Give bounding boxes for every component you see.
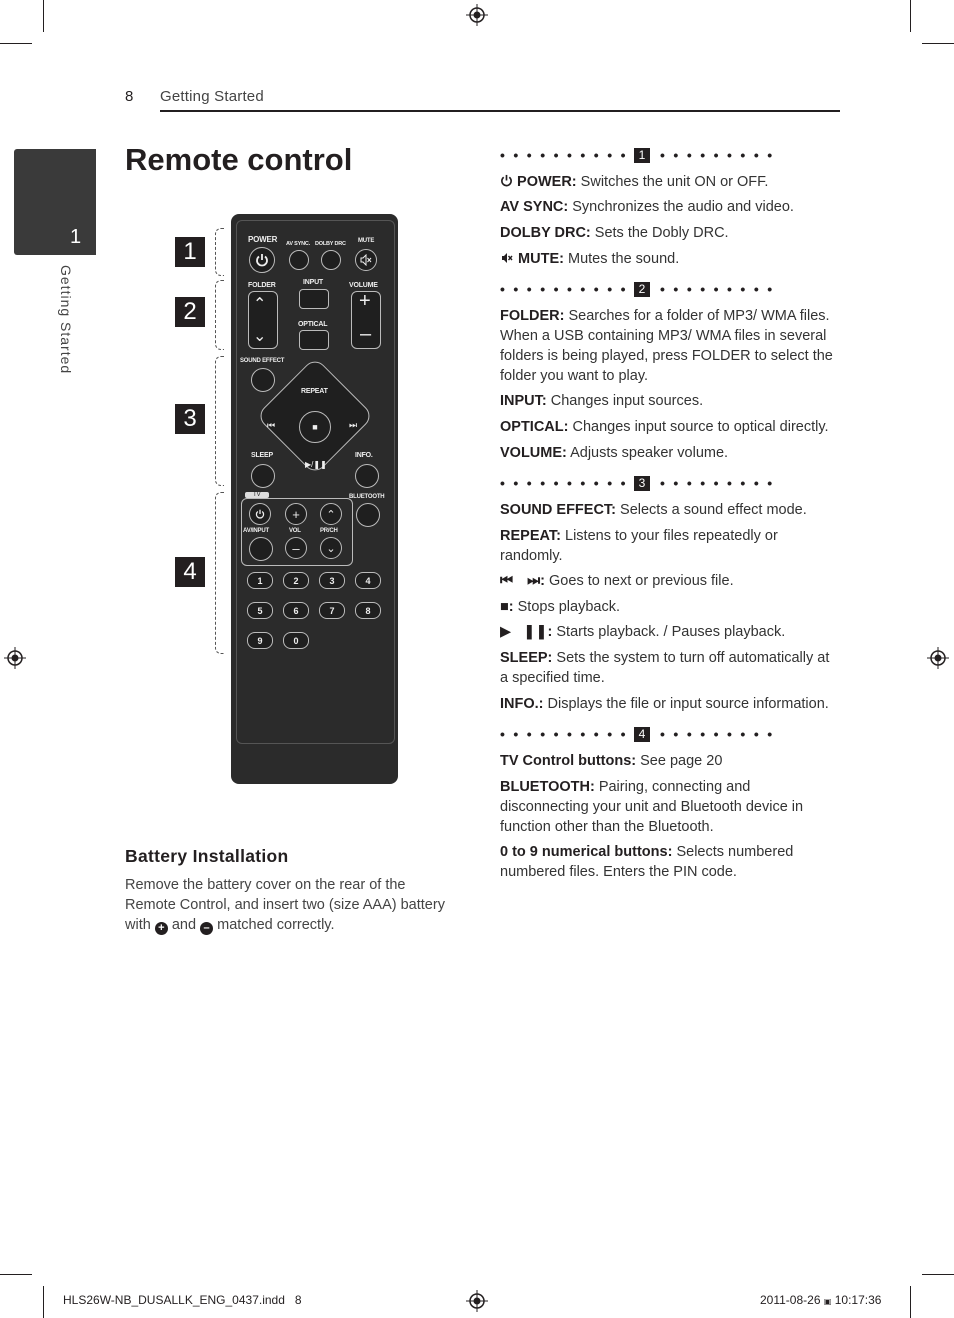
battery-text — [125, 875, 460, 935]
section-number: 4 — [634, 727, 650, 742]
section-header: Getting Started — [160, 88, 264, 105]
battery-text-before: Remove the battery cover on the rear of the Remote Control, and insert two (size AAA) battery with — [125, 877, 445, 933]
desc: Mutes the sound. — [567, 251, 680, 267]
folder-up-icon: ⌃ — [253, 296, 267, 313]
power-icon — [500, 174, 513, 187]
callout-bracket — [215, 280, 224, 350]
crop-mark — [922, 43, 954, 44]
folder-down-icon: ⌄ — [253, 328, 267, 345]
term: 0 to 9 numerical buttons: — [500, 844, 673, 860]
callout-3: 3 — [175, 404, 205, 434]
optical-button[interactable] — [299, 330, 329, 350]
callout-bracket — [215, 356, 224, 486]
remote-control — [231, 214, 398, 784]
term: BLUETOOTH: — [500, 779, 595, 795]
desc: Synchronizes the audio and video. — [572, 199, 794, 215]
desc-input — [500, 391, 840, 411]
registration-mark-icon — [466, 4, 488, 26]
desc-sound-effect — [500, 500, 840, 520]
tv-av-input-button[interactable] — [249, 537, 273, 561]
desc-info — [500, 694, 840, 714]
plus-icon: + — [155, 922, 168, 935]
input-button[interactable] — [299, 289, 329, 309]
footer-time: 10:17:36 — [834, 1293, 882, 1307]
sound-effect-button[interactable] — [251, 368, 275, 392]
section-divider-1: •••••••••• 1 ••••••••• — [500, 147, 781, 163]
desc-play-pause: ▶ ❚❚: Starts playback. / Pauses playback. — [500, 624, 786, 640]
term: INPUT: — [500, 393, 547, 409]
volume-plus-icon: + — [359, 290, 371, 312]
desc-optical — [500, 417, 840, 437]
crop-mark — [0, 1274, 32, 1275]
page-title: Remote control — [125, 142, 353, 177]
sleep-label: SLEEP — [251, 452, 273, 459]
footer-timestamp — [760, 1293, 881, 1307]
term: INFO.: — [500, 696, 544, 712]
crop-mark — [43, 1286, 44, 1318]
section-divider-3: •••••••••• 3 ••••••••• — [500, 475, 781, 491]
desc-dolby-drc — [500, 223, 840, 243]
desc-stop — [500, 597, 840, 617]
folder-label: FOLDER — [248, 282, 276, 289]
chapter-tab-label: Getting Started — [58, 265, 74, 375]
callout-1: 1 — [175, 237, 205, 267]
desc-tv-control — [500, 751, 840, 771]
vol-label: VOL — [289, 528, 301, 534]
volume-label: VOLUME — [349, 282, 378, 289]
desc: Adjusts speaker volume. — [570, 445, 729, 461]
term: : — [508, 599, 514, 615]
number-key[interactable]: 2 — [283, 572, 309, 589]
repeat-label: REPEAT — [301, 388, 328, 395]
footer-filename: HLS26W-NB_DUSALLK_ENG_0437.indd 8 — [63, 1293, 302, 1307]
av-sync-button[interactable] — [289, 250, 309, 270]
desc: Goes to next or previous file. — [549, 573, 734, 589]
section-divider-4: •••••••••• 4 ••••••••• — [500, 726, 781, 742]
desc-av-sync — [500, 197, 840, 217]
crop-mark — [0, 43, 32, 44]
power-button[interactable] — [249, 247, 275, 273]
mute-icon — [500, 252, 514, 264]
callout-2: 2 — [175, 297, 205, 327]
desc: Sets the system to turn off automatically at a specified time. — [500, 650, 830, 686]
term: SOUND EFFECT: — [500, 502, 616, 518]
term: SLEEP: — [500, 650, 553, 666]
bluetooth-label: BLUETOOTH — [349, 494, 385, 500]
term: AV SYNC: — [500, 199, 569, 215]
tv-vol-down-button[interactable]: – — [285, 537, 307, 559]
callout-bracket — [215, 228, 224, 276]
play-icon: ▶ — [500, 624, 512, 640]
term: REPEAT: — [500, 528, 561, 544]
chapter-tab-number: 1 — [70, 226, 82, 248]
desc-numeric — [500, 842, 840, 882]
section-number: 1 — [634, 148, 650, 163]
desc: Switches the unit ON or OFF. — [580, 174, 769, 190]
power-icon — [255, 509, 265, 519]
number-key[interactable]: 1 — [247, 572, 273, 589]
tv-vol-up-button[interactable]: + — [285, 503, 307, 525]
desc-volume — [500, 443, 840, 463]
desc-mute — [500, 249, 840, 269]
callout-4: 4 — [175, 557, 205, 587]
battery-text-after: matched correctly. — [217, 917, 335, 933]
header-rule — [160, 110, 840, 112]
desc-sleep — [500, 648, 840, 688]
pause-icon: ❚❚ — [523, 624, 548, 640]
skip-previous-icon: ⏮ — [500, 573, 514, 589]
crop-mark — [922, 1274, 954, 1275]
desc-power — [500, 172, 840, 192]
info-label: INFO. — [355, 452, 373, 459]
desc: See page 20 — [640, 753, 723, 769]
mute-label: MUTE — [358, 238, 375, 244]
tv-label: TV — [245, 492, 269, 498]
desc: Changes input source to optical directly. — [572, 419, 829, 435]
registration-mark-icon — [927, 647, 949, 669]
term: VOLUME: — [500, 445, 567, 461]
crop-mark — [910, 1286, 911, 1318]
term: OPTICAL: — [500, 419, 569, 435]
footer-date: 2011-08-26 — [760, 1293, 821, 1307]
desc: Displays the file or input source information. — [547, 696, 829, 712]
number-key[interactable]: 0 — [283, 632, 309, 649]
sound-effect-label: SOUND EFFECT — [240, 358, 285, 364]
crop-mark — [910, 0, 911, 32]
pr-ch-label: PR/CH — [320, 528, 338, 534]
callout-bracket — [215, 492, 224, 654]
desc: Stops playback. — [517, 599, 621, 615]
desc-repeat — [500, 526, 840, 566]
term: POWER: — [517, 174, 577, 190]
tv-ch-down-button[interactable]: ⌄ — [320, 537, 342, 559]
power-label: POWER — [248, 235, 278, 244]
crop-mark — [43, 0, 44, 32]
page-number: 8 — [125, 88, 134, 105]
volume-minus-icon: – — [360, 323, 372, 345]
desc: Selects a sound effect mode. — [620, 502, 807, 518]
next-icon[interactable]: ⏭ — [349, 420, 358, 430]
power-icon — [255, 253, 269, 267]
section-number: 3 — [634, 476, 650, 491]
play-pause-icon[interactable]: ▶/❚❚ — [305, 460, 327, 469]
input-label: INPUT — [303, 279, 324, 286]
av-sync-label: AV SYNC. — [286, 241, 310, 247]
section-divider-2: •••••••••• 2 ••••••••• — [500, 281, 781, 297]
registration-mark-icon — [4, 647, 26, 669]
mute-icon — [360, 254, 372, 266]
av-input-label: AV/INPUT — [243, 528, 269, 534]
desc: Sets the Dobly DRC. — [594, 225, 729, 241]
chapter-tab — [14, 149, 96, 255]
number-key[interactable]: 7 — [319, 602, 345, 619]
dolby-drc-label: DOLBY DRC — [315, 241, 346, 247]
battery-heading: Battery Installation — [125, 846, 289, 866]
skip-next-icon: ⏭ — [527, 573, 541, 589]
desc: Pairing, connecting and disconnecting your unit and Bluetooth device in function other than the Bluetooth. — [500, 779, 804, 835]
term: MUTE: — [518, 251, 564, 267]
previous-icon[interactable]: ⏮ — [267, 420, 276, 430]
term: FOLDER: — [500, 308, 565, 324]
term: TV Control buttons: — [500, 753, 637, 769]
desc: Selects numbered numbered files. Enters the PIN code. — [500, 844, 794, 880]
desc-folder — [500, 306, 840, 386]
number-key[interactable]: 6 — [283, 602, 309, 619]
registration-mark-icon — [466, 1290, 488, 1312]
tv-power-button[interactable] — [249, 503, 271, 525]
term: DOLBY DRC: — [500, 225, 591, 241]
calendar-icon: ▣ — [823, 1297, 832, 1306]
battery-text-and: and — [171, 917, 197, 933]
desc: Searches for a folder of MP3/ WMA files. When a USB containing MP3/ WMA files in several folders is being played, press FOLDER to select the folder you want to play. — [500, 308, 833, 384]
number-key[interactable]: 8 — [355, 602, 381, 619]
info-button[interactable] — [355, 464, 379, 488]
desc-bluetooth — [500, 777, 840, 837]
number-key[interactable]: 3 — [319, 572, 345, 589]
number-key[interactable]: 9 — [247, 632, 273, 649]
optical-label: OPTICAL — [298, 321, 328, 328]
stop-icon: ■ — [500, 599, 509, 615]
desc: Listens to your files repeatedly or randomly. — [500, 528, 778, 564]
desc: Starts playback. / Pauses playback. — [556, 624, 786, 640]
mute-button[interactable] — [355, 249, 377, 271]
section-number: 2 — [634, 282, 650, 297]
bluetooth-button[interactable] — [356, 503, 380, 527]
desc-skip: ⏮ ⏭: Goes to next or previous file. — [500, 573, 734, 589]
number-key[interactable]: 4 — [355, 572, 381, 589]
number-key[interactable]: 5 — [247, 602, 273, 619]
minus-icon: – — [200, 922, 213, 935]
stop-button[interactable]: ■ — [299, 411, 331, 443]
desc: Changes input sources. — [550, 393, 704, 409]
dolby-drc-button[interactable] — [321, 250, 341, 270]
sleep-button[interactable] — [251, 464, 275, 488]
tv-ch-up-button[interactable]: ⌃ — [320, 503, 342, 525]
